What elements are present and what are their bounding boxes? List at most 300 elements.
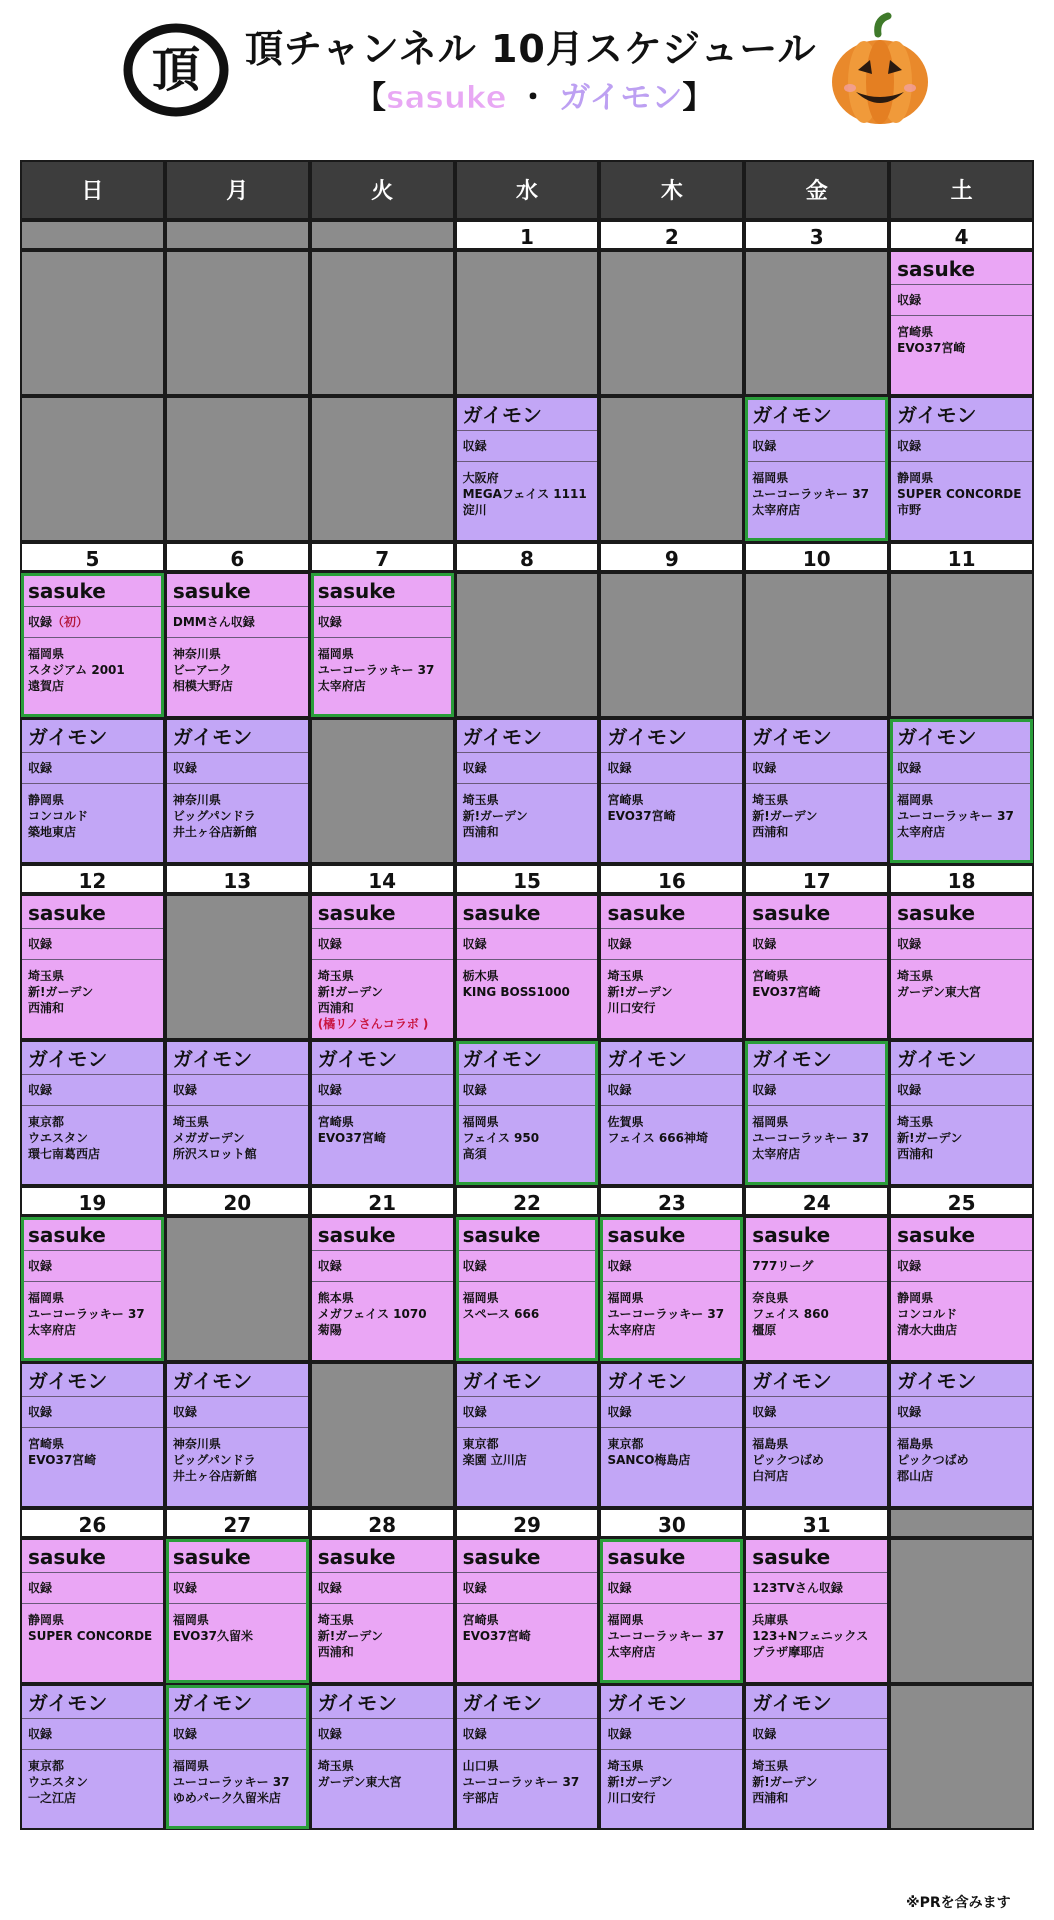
activity-text: DMMさん収録	[172, 615, 255, 629]
sasuke-event[interactable]	[889, 1216, 1034, 1362]
venue-text: フェイス 950	[462, 1131, 540, 1145]
venue-text: 西浦和	[317, 1001, 354, 1015]
event-activity	[457, 1251, 598, 1282]
gaimon-name: ガイモン	[22, 1364, 163, 1397]
venue-text: 橿原	[752, 1323, 777, 1337]
event-location	[746, 1106, 887, 1162]
gaimon-name: ガイモン	[891, 1364, 1032, 1397]
date-cell: 13	[165, 864, 310, 894]
date-cell: 26	[20, 1508, 165, 1538]
prefecture-text: 宮崎県	[317, 1115, 354, 1129]
sasuke-event[interactable]	[744, 1216, 889, 1362]
date-cell: 4	[889, 220, 1034, 250]
empty-slot	[310, 718, 455, 864]
sasuke-name: sasuke	[167, 574, 308, 607]
sasuke-name: sasuke	[312, 1540, 453, 1573]
venue-text: 新!ガーデン	[317, 985, 383, 999]
gaimon-event[interactable]	[165, 1684, 310, 1830]
gaimon-event[interactable]	[744, 718, 889, 864]
event-activity	[312, 1251, 453, 1282]
prefecture-text: 福岡県	[28, 1291, 65, 1305]
sasuke-event[interactable]	[20, 1538, 165, 1684]
venue-text: 高須	[462, 1147, 487, 1161]
date-cell: 24	[744, 1186, 889, 1216]
prefecture-text: 静岡県	[897, 471, 934, 485]
event-location	[891, 784, 1032, 840]
prefecture-text: 埼玉県	[317, 969, 354, 983]
gaimon-event[interactable]	[889, 396, 1034, 542]
empty-slot	[455, 250, 600, 396]
event-activity	[746, 1397, 887, 1428]
venue-text: ユーコーラッキー 37	[462, 1775, 580, 1789]
event-location	[167, 784, 308, 840]
venue-text: 西浦和	[897, 1147, 934, 1161]
activity-text: 収録	[28, 615, 53, 629]
event-location	[22, 1604, 163, 1644]
subtitle-separator: ・	[506, 80, 560, 116]
subtitle-sasuke: sasuke	[386, 80, 507, 116]
activity-text: 収録	[607, 1727, 632, 1741]
activity-text: 収録	[607, 1581, 632, 1595]
activity-text: 収録	[897, 761, 922, 775]
event-location	[22, 1106, 163, 1162]
venue-text: 市野	[897, 503, 922, 517]
sasuke-name: sasuke	[891, 1218, 1032, 1251]
prefecture-text: 東京都	[462, 1437, 499, 1451]
activity-text: 収録	[317, 1727, 342, 1741]
activity-text: 収録	[897, 1259, 922, 1273]
gaimon-name: ガイモン	[167, 1042, 308, 1075]
gaimon-event[interactable]	[455, 1040, 600, 1186]
activity-text: 収録	[28, 1083, 53, 1097]
prefecture-text: 福岡県	[317, 647, 354, 661]
empty-slot	[455, 572, 600, 718]
sasuke-name: sasuke	[601, 1218, 742, 1251]
venue-text: 清水大曲店	[897, 1323, 958, 1337]
prefecture-text: 埼玉県	[607, 1759, 644, 1773]
event-location	[746, 1604, 887, 1660]
event-location	[22, 1428, 163, 1468]
event-location	[457, 1428, 598, 1468]
sasuke-event[interactable]	[310, 1538, 455, 1684]
gaimon-event[interactable]	[889, 1362, 1034, 1508]
venue-text: SUPER CONCORDE	[28, 1629, 153, 1643]
event-activity	[891, 1075, 1032, 1106]
page-subtitle	[355, 72, 713, 117]
activity-text: 収録	[607, 937, 632, 951]
sasuke-event[interactable]	[744, 1538, 889, 1684]
date-cell: 19	[20, 1186, 165, 1216]
sasuke-name: sasuke	[746, 1540, 887, 1573]
gaimon-event[interactable]	[599, 1362, 744, 1508]
empty-slot	[165, 396, 310, 542]
gaimon-name: ガイモン	[22, 1042, 163, 1075]
gaimon-event[interactable]	[889, 1040, 1034, 1186]
event-location	[22, 1750, 163, 1806]
gaimon-event[interactable]	[744, 1362, 889, 1508]
venue-text: ユーコーラッキー 37	[897, 809, 1014, 823]
event-activity	[891, 753, 1032, 784]
event-location	[167, 1428, 308, 1484]
event-location	[746, 960, 887, 1000]
event-location	[746, 784, 887, 840]
weekday-header: 水	[455, 160, 600, 220]
prefecture-text: 熊本県	[317, 1291, 354, 1305]
sasuke-event[interactable]	[599, 1216, 744, 1362]
sasuke-event[interactable]	[455, 1538, 600, 1684]
subtitle-bracket-right: 】	[682, 80, 714, 116]
venue-text: 新!ガーデン	[28, 985, 94, 999]
gaimon-event[interactable]	[165, 1362, 310, 1508]
event-activity	[601, 1251, 742, 1282]
venue-text: 太宰府店	[317, 679, 366, 693]
venue-text: EVO37宮崎	[897, 341, 966, 355]
activity-text: 収録	[462, 1259, 487, 1273]
page-title: 頂チャンネル 10月スケジュール	[245, 27, 817, 71]
activity-text: 収録	[28, 1581, 53, 1595]
venue-text: ウエスタン	[28, 1775, 89, 1789]
gaimon-name: ガイモン	[457, 1686, 598, 1719]
activity-text: 777リーグ	[752, 1259, 814, 1273]
event-location	[891, 1106, 1032, 1162]
event-location	[22, 960, 163, 1016]
weekday-header: 土	[889, 160, 1034, 220]
date-cell: 27	[165, 1508, 310, 1538]
event-activity	[601, 929, 742, 960]
venue-text: EVO37宮崎	[28, 1453, 97, 1467]
sasuke-name: sasuke	[22, 1218, 163, 1251]
prefecture-text: 福岡県	[607, 1291, 644, 1305]
activity-text: 収録	[462, 439, 487, 453]
activity-text: 収録	[28, 1405, 53, 1419]
empty-slot	[310, 1362, 455, 1508]
prefecture-text: 大阪府	[462, 471, 499, 485]
prefecture-text: 兵庫県	[752, 1613, 789, 1627]
gaimon-event[interactable]	[455, 1684, 600, 1830]
event-activity	[891, 431, 1032, 462]
date-cell: 31	[744, 1508, 889, 1538]
activity-text: 収録	[172, 1581, 197, 1595]
prefecture-text: 埼玉県	[897, 969, 934, 983]
venue-text: メガガーデン	[172, 1131, 245, 1145]
empty-slot	[165, 894, 310, 1040]
venue-text: 遠賀店	[28, 679, 65, 693]
event-activity	[457, 431, 598, 462]
venue-text: ユーコーラッキー 37	[317, 663, 435, 677]
prefecture-text: 埼玉県	[28, 969, 65, 983]
gaimon-event[interactable]	[744, 1684, 889, 1830]
event-activity	[167, 607, 308, 638]
gaimon-event[interactable]	[165, 718, 310, 864]
weekday-header: 木	[599, 160, 744, 220]
gaimon-event[interactable]	[455, 718, 600, 864]
date-cell: 30	[599, 1508, 744, 1538]
gaimon-event[interactable]	[599, 718, 744, 864]
event-activity	[891, 929, 1032, 960]
event-activity	[746, 431, 887, 462]
venue-text: 淀川	[462, 503, 487, 517]
gaimon-name: ガイモン	[891, 1042, 1032, 1075]
venue-text: 井土ヶ谷店新館	[172, 1469, 257, 1483]
activity-text: 収録	[897, 439, 922, 453]
venue-text: ビッグパンドラ	[172, 809, 256, 823]
sasuke-event[interactable]	[165, 1538, 310, 1684]
event-activity	[312, 929, 453, 960]
activity-text: 収録	[28, 1259, 53, 1273]
activity-text: 収録	[462, 1581, 487, 1595]
event-activity	[167, 1719, 308, 1750]
date-cell: 1	[455, 220, 600, 250]
venue-text: EVO37宮崎	[462, 1629, 531, 1643]
sasuke-event[interactable]	[20, 1216, 165, 1362]
empty-slot	[889, 1538, 1034, 1684]
sasuke-event[interactable]	[20, 894, 165, 1040]
venue-text: ガーデン東大宮	[897, 985, 981, 999]
event-activity	[457, 1719, 598, 1750]
prefecture-text: 福岡県	[462, 1291, 499, 1305]
venue-text: KING BOSS1000	[462, 985, 570, 999]
sasuke-event[interactable]	[744, 894, 889, 1040]
venue-text: 宇部店	[462, 1791, 499, 1805]
date-cell: 14	[310, 864, 455, 894]
activity-text: 収録	[607, 1083, 632, 1097]
prefecture-text: 静岡県	[897, 1291, 934, 1305]
activity-text: 収録	[752, 1727, 777, 1741]
venue-text: 築地東店	[28, 825, 77, 839]
event-location	[312, 960, 453, 1032]
activity-text: 収録	[317, 1581, 342, 1595]
activity-text: 収録	[317, 1259, 342, 1273]
venue-text: 太宰府店	[897, 825, 946, 839]
sasuke-event[interactable]	[165, 572, 310, 718]
prefecture-text: 埼玉県	[172, 1115, 209, 1129]
gaimon-name: ガイモン	[746, 1042, 887, 1075]
event-location	[312, 1604, 453, 1660]
activity-text: 収録	[897, 293, 922, 307]
sasuke-event[interactable]	[455, 894, 600, 1040]
event-location	[601, 1604, 742, 1660]
empty-slot	[20, 396, 165, 542]
venue-text: 西浦和	[462, 825, 499, 839]
gaimon-name: ガイモン	[457, 1042, 598, 1075]
date-cell	[20, 220, 165, 250]
date-cell: 12	[20, 864, 165, 894]
subtitle-gaimon: ガイモン	[559, 80, 683, 116]
venue-text: フェイス 666神埼	[607, 1131, 708, 1145]
event-activity	[746, 929, 887, 960]
date-cell	[165, 220, 310, 250]
gaimon-event[interactable]	[455, 1362, 600, 1508]
venue-text: ウエスタン	[28, 1131, 89, 1145]
venue-text: 新!ガーデン	[462, 809, 528, 823]
date-cell: 28	[310, 1508, 455, 1538]
gaimon-event[interactable]	[20, 1040, 165, 1186]
empty-slot	[310, 396, 455, 542]
gaimon-event[interactable]	[455, 396, 600, 542]
event-location	[457, 1282, 598, 1322]
activity-text: 収録	[752, 937, 777, 951]
sasuke-name: sasuke	[601, 896, 742, 929]
sasuke-event[interactable]	[310, 894, 455, 1040]
venue-text: 123+Nフェニックス	[752, 1629, 869, 1643]
prefecture-text: 福岡県	[462, 1115, 499, 1129]
venue-text: 西浦和	[752, 1791, 789, 1805]
prefecture-text: 埼玉県	[752, 1759, 789, 1773]
prefecture-text: 福岡県	[172, 1759, 209, 1773]
gaimon-name: ガイモン	[746, 720, 887, 753]
event-activity	[312, 1719, 453, 1750]
gaimon-event[interactable]	[599, 1684, 744, 1830]
prefecture-text: 宮崎県	[897, 325, 934, 339]
event-location	[457, 1604, 598, 1644]
activity-text: 収録	[172, 1405, 197, 1419]
event-location	[891, 1282, 1032, 1338]
date-cell: 25	[889, 1186, 1034, 1216]
venue-text: MEGAフェイス 1111	[462, 487, 587, 501]
event-activity	[457, 753, 598, 784]
gaimon-event[interactable]	[165, 1040, 310, 1186]
logo-text: 頂	[151, 42, 200, 98]
sasuke-name: sasuke	[22, 1540, 163, 1573]
venue-text: 太宰府店	[28, 1323, 77, 1337]
activity-text: 収録	[462, 761, 487, 775]
sasuke-name: sasuke	[22, 574, 163, 607]
activity-text: 収録	[462, 1083, 487, 1097]
event-activity	[167, 1397, 308, 1428]
schedule-calendar	[20, 160, 1034, 1890]
event-location	[457, 1106, 598, 1162]
gaimon-event[interactable]	[744, 1040, 889, 1186]
event-activity	[457, 1397, 598, 1428]
prefecture-text: 福岡県	[172, 1613, 209, 1627]
venue-text: SUPER CONCORDE	[897, 487, 1022, 501]
sasuke-event[interactable]	[889, 250, 1034, 396]
gaimon-event[interactable]	[20, 1362, 165, 1508]
sasuke-event[interactable]	[455, 1216, 600, 1362]
event-location	[891, 1428, 1032, 1484]
event-location	[457, 462, 598, 518]
collab-note: (橘リノさんコラボ )	[317, 1017, 429, 1031]
venue-text: 菊陽	[317, 1323, 342, 1337]
activity-text: 収録	[28, 937, 53, 951]
venue-text: 西浦和	[752, 825, 789, 839]
gaimon-name: ガイモン	[167, 1364, 308, 1397]
activity-text: 収録	[752, 1083, 777, 1097]
event-location	[746, 1750, 887, 1806]
date-cell: 2	[599, 220, 744, 250]
event-activity	[601, 1573, 742, 1604]
gaimon-event[interactable]	[310, 1684, 455, 1830]
event-activity	[22, 1573, 163, 1604]
sasuke-event[interactable]	[599, 1538, 744, 1684]
empty-slot	[889, 572, 1034, 718]
prefecture-text: 埼玉県	[897, 1115, 934, 1129]
date-cell: 7	[310, 542, 455, 572]
date-cell: 20	[165, 1186, 310, 1216]
event-location	[167, 1106, 308, 1162]
gaimon-event[interactable]	[599, 1040, 744, 1186]
event-activity	[167, 753, 308, 784]
date-cell: 16	[599, 864, 744, 894]
empty-slot	[165, 250, 310, 396]
venue-text: ユーコーラッキー 37	[607, 1629, 725, 1643]
gaimon-event[interactable]	[744, 396, 889, 542]
gaimon-name: ガイモン	[746, 1364, 887, 1397]
venue-text: 新!ガーデン	[752, 1775, 818, 1789]
venue-text: 所沢スロット館	[172, 1147, 257, 1161]
sasuke-name: sasuke	[457, 1540, 598, 1573]
event-location	[746, 1428, 887, 1484]
event-location	[891, 462, 1032, 518]
gaimon-name: ガイモン	[746, 398, 887, 431]
gaimon-name: ガイモン	[891, 398, 1032, 431]
sasuke-event[interactable]	[310, 572, 455, 718]
sasuke-name: sasuke	[312, 896, 453, 929]
event-activity	[22, 1719, 163, 1750]
venue-text: ビッグパンドラ	[172, 1453, 256, 1467]
sasuke-event[interactable]	[20, 572, 165, 718]
venue-text: 新!ガーデン	[897, 1131, 963, 1145]
date-cell: 15	[455, 864, 600, 894]
channel-logo	[122, 22, 230, 118]
sasuke-event[interactable]	[310, 1216, 455, 1362]
activity-text: 収録	[317, 937, 342, 951]
venue-text: ガーデン東大宮	[317, 1775, 402, 1789]
event-location	[746, 1282, 887, 1338]
prefecture-text: 山口県	[462, 1759, 499, 1773]
event-location	[601, 960, 742, 1016]
venue-text: ユーコーラッキー 37	[172, 1775, 290, 1789]
activity-text: 収録	[897, 1405, 922, 1419]
venue-text: ピックつばめ	[897, 1453, 969, 1467]
gaimon-event[interactable]	[20, 718, 165, 864]
gaimon-name: ガイモン	[457, 1364, 598, 1397]
event-activity	[601, 1075, 742, 1106]
date-cell	[889, 1508, 1034, 1538]
weekday-header: 月	[165, 160, 310, 220]
activity-text: 収録	[752, 761, 777, 775]
gaimon-event[interactable]	[889, 718, 1034, 864]
event-location	[22, 638, 163, 694]
venue-text: スペース 666	[462, 1307, 540, 1321]
venue-text: ユーコーラッキー 37	[28, 1307, 145, 1321]
venue-text: 新!ガーデン	[752, 809, 818, 823]
venue-text: コンコルド	[897, 1307, 958, 1321]
venue-text: 新!ガーデン	[607, 1775, 673, 1789]
gaimon-event[interactable]	[310, 1040, 455, 1186]
venue-text: ユーコーラッキー 37	[607, 1307, 725, 1321]
event-activity	[22, 1075, 163, 1106]
event-location	[601, 1750, 742, 1806]
event-activity	[601, 1719, 742, 1750]
gaimon-event[interactable]	[20, 1684, 165, 1830]
event-location	[167, 1604, 308, 1644]
prefecture-text: 福岡県	[897, 793, 934, 807]
sasuke-event[interactable]	[889, 894, 1034, 1040]
activity-text: 収録	[172, 761, 197, 775]
sasuke-event[interactable]	[599, 894, 744, 1040]
prefecture-text: 宮崎県	[28, 1437, 65, 1451]
subtitle-bracket-left: 【	[355, 80, 386, 116]
venue-text: 白河店	[752, 1469, 789, 1483]
activity-text: 収録	[317, 1083, 342, 1097]
venue-text: 新!ガーデン	[607, 985, 673, 999]
activity-text: 収録	[462, 1405, 487, 1419]
activity-note: （初）	[52, 615, 89, 629]
event-location	[601, 1428, 742, 1468]
weekday-header: 火	[310, 160, 455, 220]
activity-text: 収録	[172, 1083, 197, 1097]
